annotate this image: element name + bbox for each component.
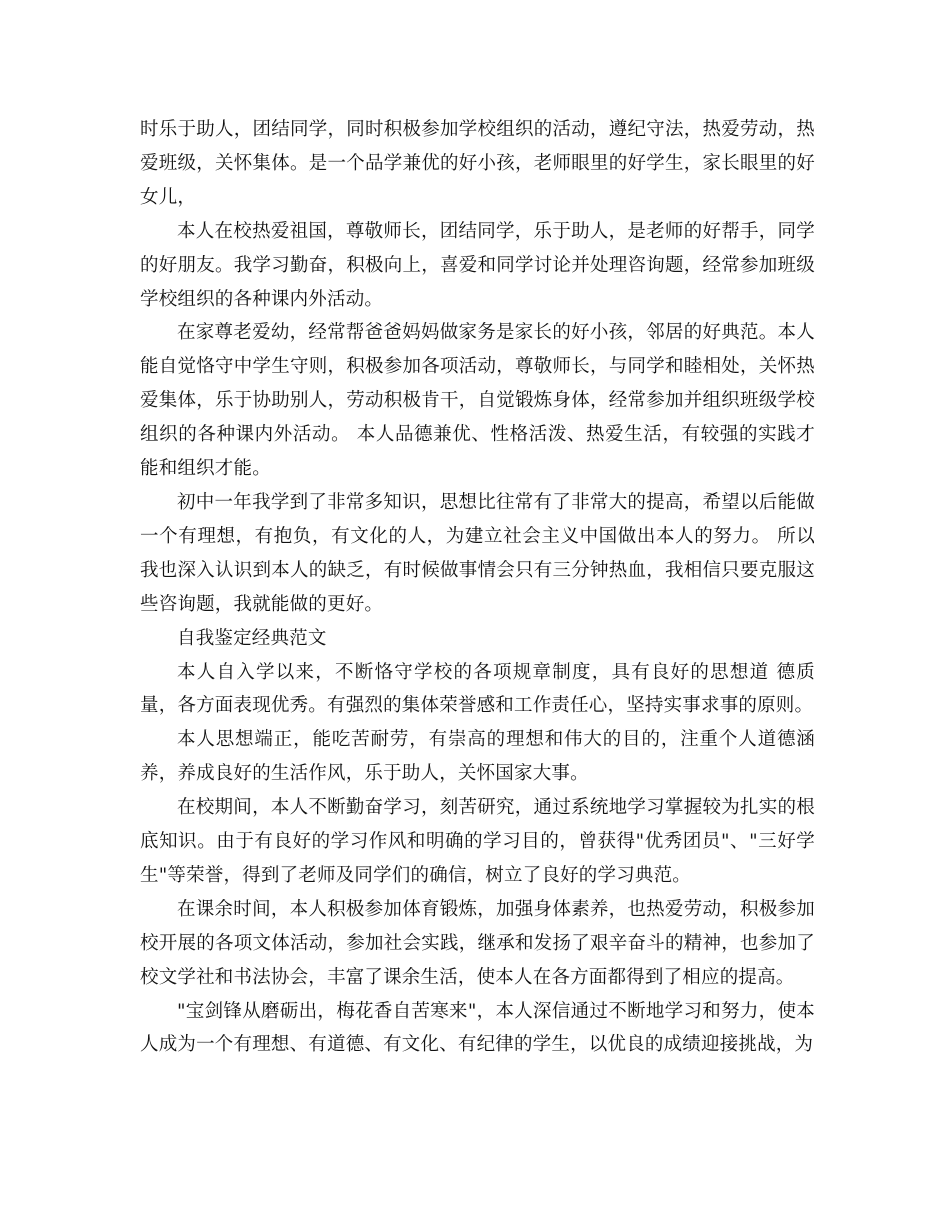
paragraph-3: 在家尊老爱幼，经常帮爸爸妈妈做家务是家长的好小孩，邻居的好典范。本人能自觉恪守中学生守则，积极参加各项活动，尊敬师长，与同学和睦相处，关怀热爱集体，乐于协助别人，劳动积极肯干，自觉锻炼身体，经常参加并组织班级学校组织的各种课内外活动。 本人品德兼优、性格活泼、热爱生活，有较强的实践才能和组织才能。 — [140, 322, 815, 480]
paragraph-7: 在校期间，本人不断勤奋学习，刻苦研究，通过系统地学习掌握较为扎实的根底知识。由于有良好的学习作风和明确的学习目的，曾获得"优秀团员"、"三好学生"等荣誉，得到了老师及同学们的确信，树立了良好的学习典范。 — [140, 797, 815, 886]
document-body — [140, 113, 815, 1062]
paragraph-5: 本人自入学以来，不断恪守学校的各项规章制度，具有良好的思想道 德质量，各方面表现优秀。有强烈的集体荣誉感和工作责任心，坚持实事求事的原则。 — [140, 661, 815, 717]
paragraph-1: 时乐于助人，团结同学，同时积极参加学校组织的活动，遵纪守法，热爱劳动，热爱班级，关怀集体。是一个品学兼优的好小孩，老师眼里的好学生，家长眼里的好女儿， — [140, 119, 815, 208]
paragraph-6: 本人思想端正，能吃苦耐劳，有崇高的理想和伟大的目的，注重个人道德涵养，养成良好的生活作风，乐于助人，关怀国家大事。 — [140, 729, 815, 785]
paragraph-8: 在课余时间，本人积极参加体育锻炼，加强身体素养，也热爱劳动，积极参加校开展的各项文体活动，参加社会实践，继承和发扬了艰辛奋斗的精神，也参加了校文学社和书法协会，丰富了课余生活，使本人在各方面都得到了相应的提高。 — [140, 898, 815, 988]
paragraph-4: 初中一年我学到了非常多知识，思想比往常有了非常大的提高，希望以后能做一个有理想，有抱负，有文化的人，为建立社会主义中国做出本人的努力。 所以我也深入认识到本人的缺乏，有时候做事情会只有三分钟热血，我相信只要克服这些咨询题，我就能做的更好。 — [140, 491, 815, 615]
section-heading: 自我鉴定经典范文 — [177, 627, 327, 649]
paragraph-2: 本人在校热爱祖国，尊敬师长，团结同学，乐于助人，是老师的好帮手，同学的好朋友。我学习勤奋，积极向上，喜爱和同学讨论并处理咨询题，经常参加班级学校组织的各种课内外活动。 — [140, 220, 815, 310]
paragraph-9: "宝剑锋从磨砺出，梅花香自苦寒来"，本人深信通过不断地学习和努力，使本人成为一个有理想、有道德、有文化、有纪律的学生，以优良的成绩迎接挑战，为 — [140, 1000, 815, 1056]
